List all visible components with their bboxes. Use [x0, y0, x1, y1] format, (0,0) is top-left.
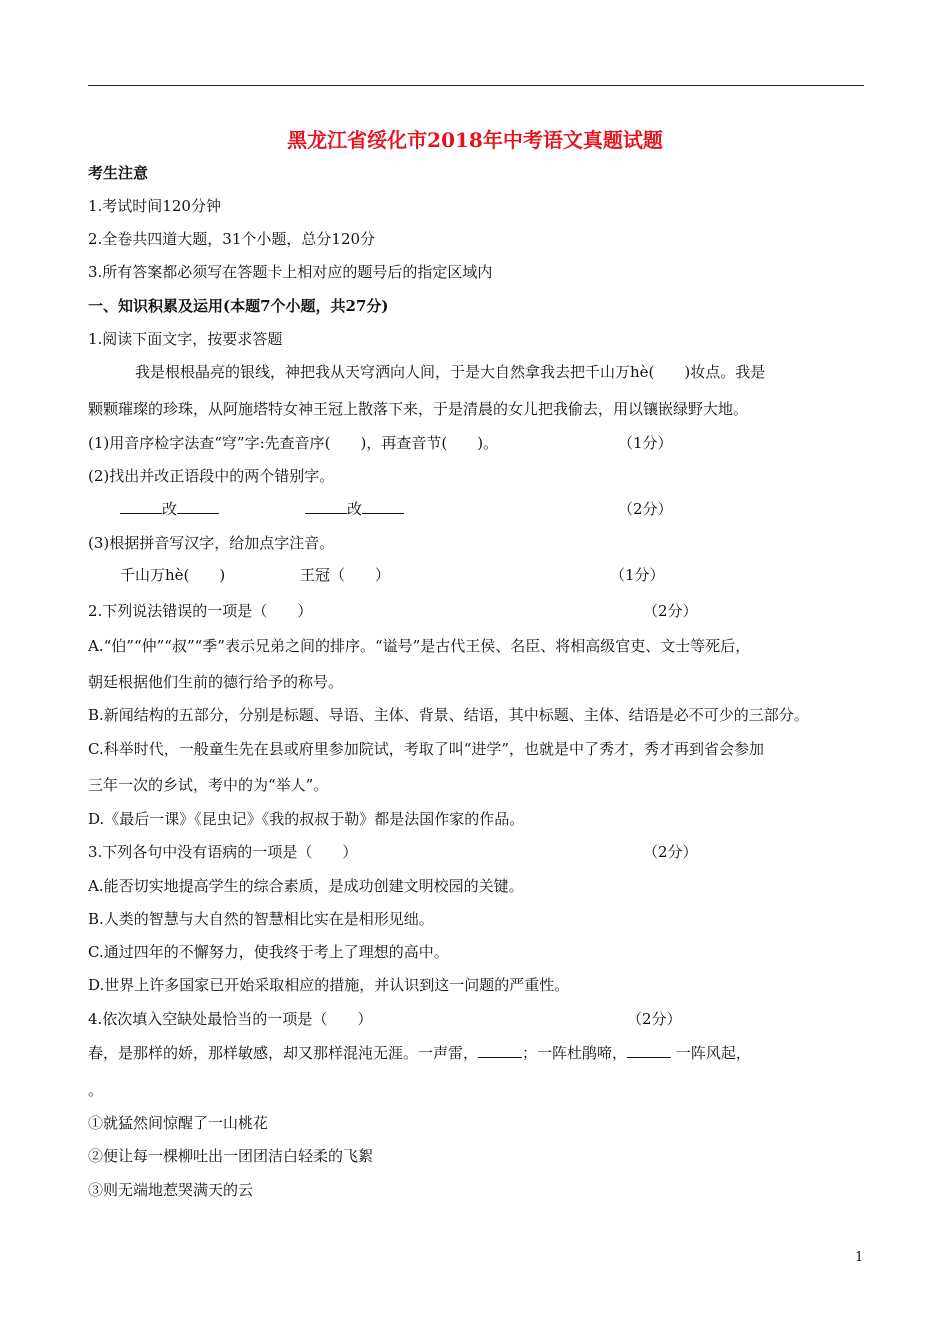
q1-passage-line: 我是根根晶亮的银线，神把我从天穹洒向人间，于是大自然拿我去把千山万hè( )妆点。我是: [135, 363, 766, 381]
q4-option-3: ③则无端地惹哭满天的云: [88, 1181, 254, 1199]
q1-sub2-points: （2分）: [618, 500, 673, 518]
q4-option-1: ①就猛然间惊醒了一山桃花: [88, 1114, 269, 1132]
q1-stem: 1.阅读下面文字，按要求答题: [88, 330, 283, 348]
q4-points: （2分）: [627, 1010, 682, 1028]
q2-points: （2分）: [643, 602, 698, 620]
answer-blank[interactable]: [362, 499, 404, 514]
q4-passage-end: 。: [88, 1081, 104, 1099]
q2-option-c-cont: 三年一次的乡试，考中的为“举人”。: [88, 776, 329, 794]
q1-sub2-correction-2: 改: [305, 499, 404, 519]
answer-blank[interactable]: [305, 499, 347, 514]
q1-sub3-item: 王冠（ ）: [300, 566, 391, 584]
section-heading: 一、知识积累及运用(本题7个小题，共27分): [88, 297, 389, 315]
q3-option-d: D.世界上许多国家已开始采取相应的措施，并认识到这一问题的严重性。: [88, 976, 570, 994]
q4-option-2: ②便让每一棵柳吐出一团团洁白轻柔的飞絮: [88, 1147, 374, 1165]
answer-blank[interactable]: [177, 499, 219, 514]
q2-option-c: C.科举时代，一般童生先在县或府里参加院试，考取了叫“进学”，也就是中了秀才，秀才再到省会参加: [88, 740, 765, 758]
header-rule: [88, 85, 864, 86]
q2-option-a: A.“伯”“仲”“叔”“季”表示兄弟之间的排序。“谥号”是古代王侯、名臣、将相高级官吏、文士等死后，: [88, 637, 751, 655]
q1-passage-line: 颗颗璀璨的珍珠，从阿施塔特女神王冠上散落下来，于是清晨的女儿把我偷去，用以镶嵌绿野大地。: [88, 400, 749, 418]
notice-item: 1.考试时间120分钟: [88, 197, 221, 215]
q2-stem: 2.下列说法错误的一项是（ ）: [88, 602, 313, 620]
q1-sub2: (2)找出并改正语段中的两个错别字。: [88, 467, 335, 485]
q1-sub3-points: （1分）: [610, 566, 665, 584]
answer-blank[interactable]: [120, 499, 162, 514]
notice-heading: 考生注意: [88, 164, 149, 182]
notice-item: 3.所有答案都必须写在答题卡上相对应的题号后的指定区域内: [88, 263, 493, 281]
answer-blank[interactable]: [478, 1043, 522, 1058]
q2-option-a-cont: 朝廷根据他们生前的德行给予的称号。: [88, 673, 344, 691]
q2-option-b: B.新闻结构的五部分，分别是标题、导语、主体、背景、结语，其中标题、主体、结语是必不可少的三部分。: [88, 706, 809, 724]
q1-sub2-correction-1: 改: [120, 499, 219, 519]
q1-sub3-item: 千山万hè( ): [120, 566, 226, 584]
page-number: 1: [855, 1250, 864, 1265]
q4-passage: 春，是那样的娇，那样敏感，却又那样混沌无涯。一声雷， ；一阵杜鹃啼， 一阵风起，: [88, 1044, 751, 1062]
q3-option-b: B.人类的智慧与大自然的智慧相比实在是相形见绌。: [88, 910, 434, 928]
q4-stem: 4.依次填入空缺处最恰当的一项是（ ）: [88, 1010, 373, 1028]
q3-option-c: C.通过四年的不懈努力，使我终于考上了理想的高中。: [88, 943, 449, 961]
q2-option-d: D.《最后一课》《昆虫记》《我的叔叔于勒》都是法国作家的作品。: [88, 810, 525, 828]
answer-blank[interactable]: [627, 1043, 671, 1058]
notice-item: 2.全卷共四道大题，31个小题，总分120分: [88, 230, 376, 248]
q3-stem: 3.下列各句中没有语病的一项是（ ）: [88, 843, 358, 861]
page-title: 黑龙江省绥化市2018年中考语文真题试题: [287, 128, 663, 152]
q1-sub1-points: （1分）: [618, 434, 673, 452]
q1-sub3: (3)根据拼音写汉字，给加点字注音。: [88, 534, 335, 552]
q3-option-a: A.能否切实地提高学生的综合素质，是成功创建文明校园的关键。: [88, 877, 524, 895]
q1-sub1: (1)用音序检字法查“穹”字:先查音序( )，再查音节( )。: [88, 434, 499, 452]
q3-points: （2分）: [643, 843, 698, 861]
